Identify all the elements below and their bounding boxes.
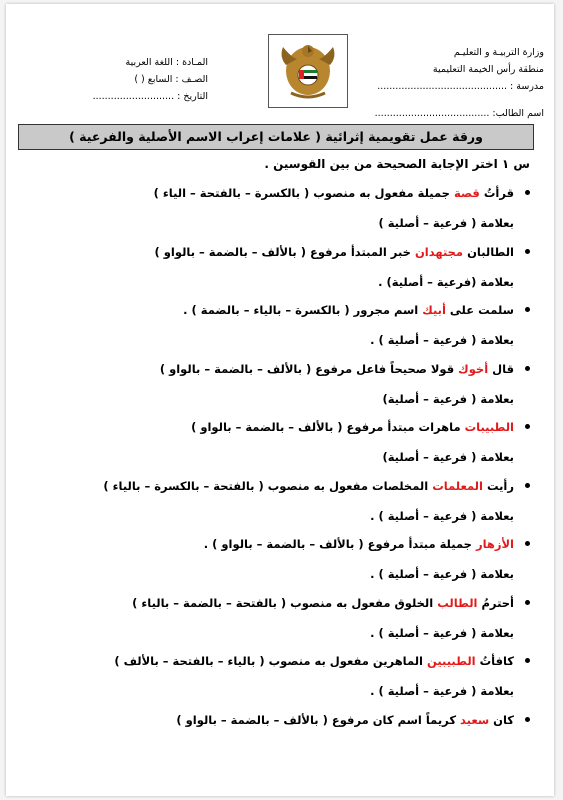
answer-line: بعلامة ( فرعية – أصلية ) . [370,567,514,581]
bullet-icon [525,717,530,722]
bullet-icon [525,249,530,254]
highlighted-word: الطالب [437,595,478,610]
answer-line: بعلامة ( فرعية – أصلية) [382,391,514,406]
answer-line: بعلامة ( فرعية – أصلية) [382,450,514,464]
question-list [40,184,530,769]
question-instruction: س ١ اختر الإجابة الصحيحة من بين القوسين . [264,157,530,171]
highlighted-word: المعلمات [432,478,483,493]
highlighted-word: أبيك [422,303,446,317]
answer-line: بعلامة ( فرعية – أصلية ) . [370,684,514,698]
question-item [40,418,530,477]
question-text: كافأتُ الطبيبين الماهرين مفعول به منصوب ( بالياء – بالفتحة – بالألف ) [114,654,514,668]
question-item [40,184,530,243]
date-field: التاريخ : ........................... [92,91,208,102]
answer-line: بعلامة ( فرعية – أصلية ) [378,216,514,230]
question-text: قرأتُ قصة جميلة مفعول به منصوب ( بالكسرة – بالفتحة – الياء ) [153,186,514,200]
bullet-icon [525,600,530,605]
answer-line: بعلامة (فرعية – أصلية) . [378,274,514,289]
uae-falcon-emblem-icon [269,35,347,107]
answer-line: بعلامة ( فرعية – أصلية ) . [370,333,514,347]
highlighted-word: مجتهدان [414,244,464,259]
bullet-icon [525,366,530,371]
highlighted-word: الأزهار [475,537,514,551]
header-right [344,44,544,95]
highlighted-word: قصة [453,186,480,200]
answer-line: بعلامة ( فرعية – أصلية ) . [370,625,514,640]
bullet-icon [525,424,530,429]
question-text: الطبيبات ماهرات مبتدأ مرفوع ( بالألف – بالضمة – بالواو ) [191,420,514,434]
question-item [40,535,530,594]
question-item [40,594,530,653]
worksheet-title: ورقة عمل تقويمية إثرائية ( علامات إعراب الاسم الأصلية والفرعية ) [18,124,534,150]
bullet-icon [525,658,530,663]
answer-line: بعلامة ( فرعية – أصلية ) . [370,508,514,523]
question-text: الطالبان مجتهدان خبر المبتدأ مرفوع ( بالألف – بالضمة – بالواو ) [154,244,514,259]
question-text: كان سعيد كريماً اسم كان مرفوع ( بالألف – بالضمة – بالواو ) [176,712,514,727]
question-item [40,652,530,711]
region-name: منطقة رأس الخيمة التعليمية [432,64,544,75]
question-item [40,477,530,536]
bullet-icon [525,190,530,195]
question-item [40,243,530,302]
school-field: مدرسة : ........................................... [377,81,544,92]
question-text: أحترمُ الطالب الخلوق مفعول به منصوب ( بالفتحة – بالضمة – بالياء ) [132,595,514,610]
question-text: سلمت على أبيك اسم مجرور ( بالكسرة – بالياء – بالضمة ) . [183,303,514,317]
student-name-field: اسم الطالب: ...................................... [374,108,544,119]
subject-field: المـادة : اللغة العربية [125,57,208,68]
highlighted-word: أخوك [458,361,489,376]
worksheet-page [6,4,554,796]
emblem-frame [268,34,348,108]
ministry-name: وزارة التربيـة و التعليـم [453,47,544,58]
question-text: رأيت المعلمات المخلصات مفعول به منصوب ( بالفتحة – بالكسرة – بالياء ) [103,478,514,493]
question-item [40,360,530,419]
grade-field: الصـف : السابع ( ) [134,74,208,85]
highlighted-word: الطبيبات [464,420,514,434]
header-left [58,54,208,105]
question-text: الأزهار جميلة مبتدأ مرفوع ( بالألف – بالضمة – بالواو ) . [203,537,514,551]
highlighted-word: سعيد [460,712,490,727]
question-text: قال أخوك قولا صحيحاً فاعل مرفوع ( بالألف – بالضمة – بالواو ) [159,361,514,376]
bullet-icon [525,483,530,488]
question-item [40,301,530,360]
bullet-icon [525,307,530,312]
highlighted-word: الطبيبين [426,654,476,668]
question-item [40,711,530,770]
bullet-icon [525,541,530,546]
